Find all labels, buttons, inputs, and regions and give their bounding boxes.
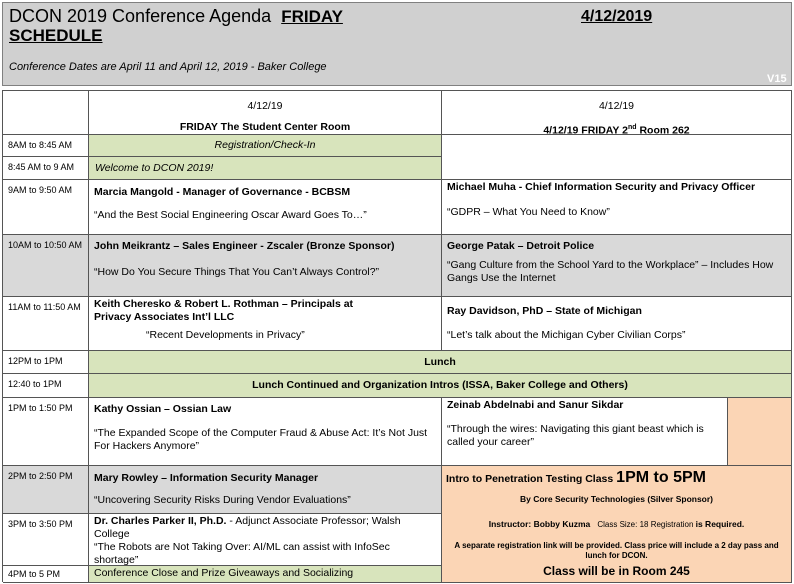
title-day: FRIDAY — [281, 7, 343, 26]
time-slot: 1PM to 1:50 PM — [3, 398, 89, 466]
time-slot: 8AM to 8:45 AM — [3, 135, 89, 157]
talk-title: “Through the wires: Navigating this giant beast which is called your career” — [447, 423, 704, 448]
session-cell — [442, 180, 792, 235]
time-slot: 3PM to 3:50 PM — [3, 514, 89, 566]
time-slot: 8:45 AM to 9 AM — [3, 157, 89, 180]
pentest-sponsor: By Core Security Technologies (Silver Sponsor) — [519, 494, 714, 504]
right-column-header — [442, 91, 792, 135]
session-cell — [89, 297, 442, 351]
lunch-intros-cell: Lunch Continued and Organization Intros (ISSA, Baker College and Others) — [89, 374, 792, 398]
session-cell — [442, 398, 728, 466]
right-column-date: 4/12/19 — [598, 100, 635, 112]
time-slot: 10AM to 10:50 AM — [3, 235, 89, 297]
speaker: Ray Davidson, PhD – State of Michigan — [447, 305, 642, 317]
left-column-room: FRIDAY The Student Center Room — [179, 121, 351, 133]
left-column-date: 4/12/19 — [247, 100, 283, 112]
session-cell — [442, 235, 792, 297]
left-column-header — [89, 91, 442, 135]
welcome-cell: Welcome to DCON 2019! — [89, 157, 442, 180]
closing-cell: Conference Close and Prize Giveaways and Socializing — [89, 566, 442, 583]
registration-cell: Registration/Check-In — [89, 135, 442, 157]
title-schedule: SCHEDULE — [9, 26, 103, 45]
pentest-room: Class will be in Room 245 — [543, 564, 690, 578]
lunch-cell: Lunch — [89, 351, 792, 374]
speaker: Zeinab Abdelnabi and Sanur Sikdar — [447, 399, 624, 411]
talk-title: “How Do You Secure Things That You Can’t Always Control?” — [94, 266, 380, 278]
talk-title: “And the Best Social Engineering Oscar Award Goes To…” — [94, 209, 367, 221]
time-slot: 11AM to 11:50 AM — [3, 297, 89, 351]
speaker: John Meikrantz – Sales Engineer - Zscaler (Bronze Sponsor) — [94, 240, 395, 252]
time-column-header — [3, 91, 89, 135]
talk-title: “The Expanded Scope of the Computer Fraud & Abuse Act: It’s Not Just For Hackers Anymore” — [94, 427, 428, 452]
speaker: Mary Rowley – Information Security Manager — [94, 472, 319, 484]
title-text: DCON 2019 Conference Agenda — [9, 6, 272, 26]
pentest-title: Intro to Penetration Testing Class 1PM to 5PM — [446, 469, 706, 486]
pentest-time: 1PM to 5PM — [616, 469, 706, 486]
time-slot: 4PM to 5 PM — [3, 566, 89, 583]
empty-cell — [442, 135, 792, 180]
session-cell — [89, 466, 442, 514]
time-slot: 12PM to 1PM — [3, 351, 89, 374]
speaker: Marcia Mangold - Manager of Governance - BCBSM — [94, 186, 351, 198]
agenda-title — [9, 6, 343, 27]
right-column-room: 4/12/19 FRIDAY 2nd Room 262 — [543, 124, 690, 135]
pentest-class — [442, 466, 792, 583]
pentest-instructor: Instructor: Bobby Kuzma Class Size: 18 Registration is Required. — [488, 519, 745, 529]
talk-title: “Gang Culture from the School Yard to the Workplace” – Includes How Gangs Use the Internet — [447, 259, 774, 284]
talk-title: “Let’s talk about the Michigan Cyber Civilian Corps” — [447, 329, 686, 341]
talk-title: “GDPR – What You Need to Know” — [447, 206, 610, 218]
speaker: Michael Muha - Chief Information Security and Privacy Officer — [447, 181, 756, 193]
time-slot: 9AM to 9:50 AM — [3, 180, 89, 235]
talk-title: “Recent Developments in Privacy” — [146, 329, 305, 341]
session-cell — [442, 297, 792, 351]
session-cell — [89, 398, 442, 466]
speaker: George Patak – Detroit Police — [447, 240, 595, 252]
time-slot: 12:40 to 1PM — [3, 374, 89, 398]
session-cell — [89, 235, 442, 297]
speaker: Keith Cheresko & Robert L. Rothman – Principals at Privacy Associates Int’l LLC — [94, 298, 354, 323]
pentest-note: A separate registration link will be provided. Class price will include a 2 day pass and lunch for DCON. — [454, 541, 779, 560]
version-label: V15 — [767, 73, 787, 85]
talk-title: “Uncovering Security Risks During Vendor Evaluations” — [94, 494, 351, 506]
agenda-header — [2, 2, 792, 86]
speaker: Kathy Ossian – Ossian Law — [94, 403, 232, 415]
session-cell — [89, 180, 442, 235]
header-date: 4/12/2019 — [581, 8, 653, 25]
time-slot: 2PM to 2:50 PM — [3, 466, 89, 514]
agenda-table — [2, 90, 792, 582]
session-cell — [89, 514, 442, 566]
conference-dates: Conference Dates are April 11 and April 12, 2019 - Baker College — [9, 61, 327, 73]
pentest-cell-top — [728, 398, 792, 466]
speaker: Dr. Charles Parker II, Ph.D. - Adjunct Associate Professor; Walsh College — [94, 515, 401, 540]
talk-title: “The Robots are Not Taking Over: AI/ML can assist with InfoSec shortage” — [94, 541, 390, 566]
